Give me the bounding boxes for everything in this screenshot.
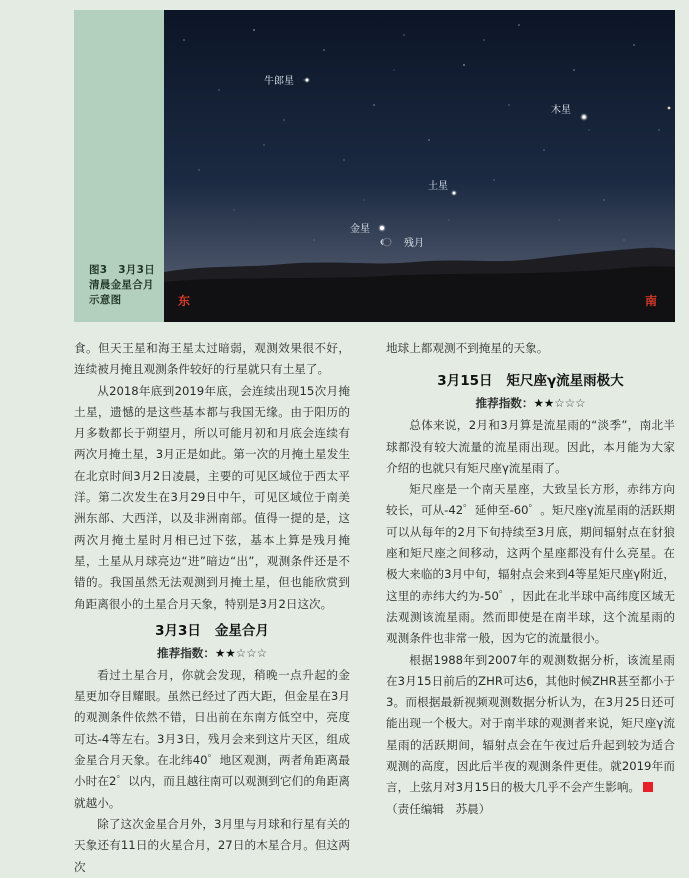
caption-panel bbox=[74, 10, 164, 322]
rating-line bbox=[386, 393, 675, 413]
sky-svg bbox=[164, 10, 675, 322]
rating-label: 推荐指数： bbox=[475, 396, 534, 411]
right-paragraph-3: 矩尺座是一个南天星座，大致呈长方形，赤纬方向较长，可从-42゜延伸至-60゜。矩尺座γ流星雨的活跃期可以从每年的2月下旬持续至3月底，期间辐射点在豺狼座和矩尺座之间移动，这两个星座都没有什么亮星。在极大来临的3月中旬，辐射点会来到4等星矩尺座γ附近，这里的赤纬大约为-50゜，因此在北半球中高纬度区域无法观测该流星雨。然而即使是在南半球，这个流星雨的观测条件也非常一般，因为它的流量很小。 bbox=[386, 482, 675, 646]
section-title-norma-meteor bbox=[386, 369, 675, 393]
rating-empty-star-icons: ☆☆☆ bbox=[235, 645, 267, 660]
crescent-moon bbox=[383, 238, 391, 246]
saturn-label: 土星 bbox=[428, 181, 448, 192]
east-direction-label: 东 bbox=[178, 294, 191, 308]
end-mark-icon bbox=[643, 782, 653, 792]
left-paragraph-1: 食。但天王星和海王星太过暗弱，观测效果很不好，连续被月掩且观测条件较好的行星就只有土星了。 bbox=[74, 341, 350, 377]
bright-star-edge bbox=[668, 107, 671, 110]
right-paragraph-4-text: 根据1988年到2007年的观测数据分析，该流星雨在3月15日前后的ZHR可达6，其他时候ZHR甚至都小于3。而根据最新视频观测数据分析认为，在3月25日还可能出现一个极大。对于南半球的观测者来说，矩尺座γ流星雨的活跃期间，辐射点会在午夜过后升起到较为适合观测的高度，因此后半夜的观测条件更佳。就2019年而言，上弦月对3月15日的极大几乎不会产生影响。 bbox=[386, 652, 675, 795]
altair-label: 牛郎星 bbox=[264, 76, 294, 87]
editor-credit: （责任编辑 苏晨） bbox=[386, 801, 491, 816]
figure-caption: 图3 3月3日清晨金星合月示意图 bbox=[89, 264, 156, 306]
moon-label: 残月 bbox=[404, 238, 424, 249]
south-direction-label: 南 bbox=[645, 294, 658, 308]
night-sky-image bbox=[164, 10, 675, 322]
left-column bbox=[74, 338, 350, 878]
left-paragraph-2: 从2018年底到2019年底，会连续出现15次月掩土星，遗憾的是这些基本都与我国无缘。由于阳历的月多数都长于朔望月，所以可能月初和月底会连续有两次月掩土星，3月正是如此。第一次的月掩土星发生在北京时间3月2日凌晨，主要的可见区域位于西太平洋。第二次发生在3月29日中午，可见区域位于南美洲东部、大西洋，以及非洲南部。值得一提的是，这两次月掩土星时月相已过下弦，基本上算是残月掩星，土星从月球亮边“进”暗边“出”，观测条件还是不错的。我国虽然无法观测到月掩土星，但也能欣赏到角距离很小的土星合月天象，特别是3月2日这次。 bbox=[74, 383, 350, 611]
rating-label: 推荐指数： bbox=[157, 645, 215, 660]
star-chart-figure bbox=[74, 10, 675, 322]
section-date: 3月3日 bbox=[155, 622, 201, 639]
left-paragraph-4: 除了这次金星合月外，3月里与月球和行星有关的天象还有11日的火星合月，27日的木星合月。但这两次 bbox=[74, 816, 350, 874]
rating-filled-star-icons: ★★ bbox=[533, 396, 555, 411]
section-title-venus-moon bbox=[74, 619, 350, 643]
jupiter-label: 木星 bbox=[551, 105, 571, 116]
section-heading: 金星合月 bbox=[214, 622, 269, 639]
rating-line bbox=[74, 643, 350, 663]
rating-empty-star-icons: ☆☆☆ bbox=[554, 396, 586, 411]
section-date: 3月15日 bbox=[437, 373, 493, 390]
venus-label: 金星 bbox=[350, 224, 370, 235]
right-column bbox=[386, 338, 675, 820]
section-heading: 矩尺座γ流星雨极大 bbox=[506, 373, 624, 390]
left-paragraph-3: 看过土星合月，你就会发现，稍晚一点升起的金星更加夺目耀眼。虽然已经过了西大距，但金星在3月的观测条件依然不错，日出前在东南方低空中，亮度可达-4等左右。3月3日，残月会来到这片天区，组成金星合月天象。在北纬40゜地区观测，两者角距离最小时在2゜以内，而且越往南可以观测到它们的角距离就越小。 bbox=[74, 667, 350, 810]
rating-filled-star-icons: ★★ bbox=[215, 645, 236, 660]
right-paragraph-2: 总体来说，2月和3月算是流星雨的“淡季”，南北半球都没有较大流量的流星雨出现。因此，本月能为大家介绍的也就只有矩尺座γ流星雨了。 bbox=[386, 418, 675, 475]
right-paragraph-1: 地球上都观测不到掩星的天象。 bbox=[386, 341, 549, 355]
right-paragraph-4 bbox=[386, 650, 675, 799]
